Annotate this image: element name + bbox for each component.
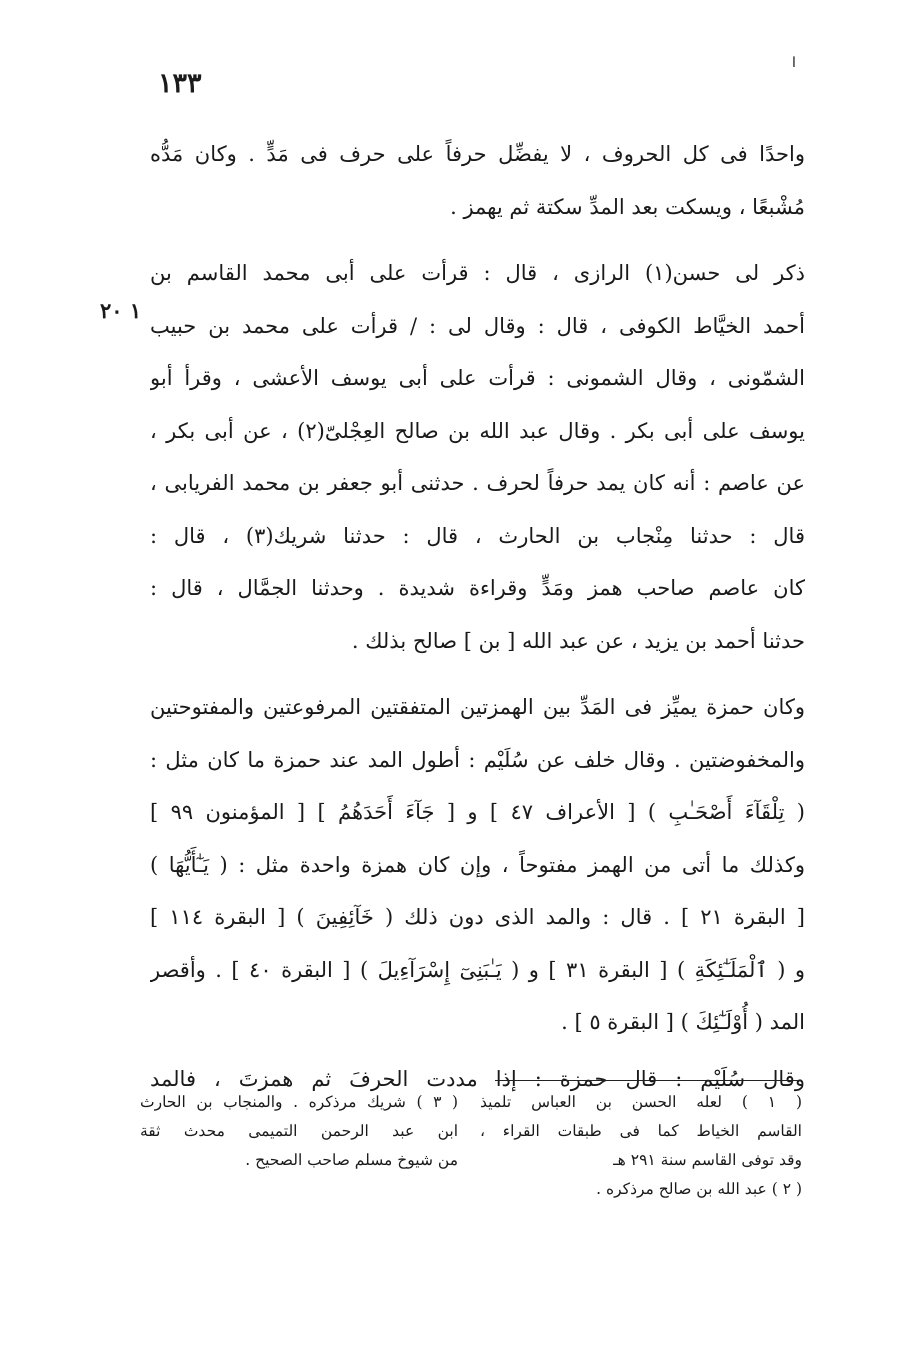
text-line: [ البقرة ٢١ ] . قال : والمد الذى دون ذلك ( خَآئِفِينَ ) [ البقرة ١١٤ ]	[150, 905, 805, 929]
text-line: وقال سُلَيْم : قال حمزة : إذا مددت الحرفَ ثم همزتَ ، فالمد	[150, 1066, 805, 1091]
text-line: الشمّونى ، وقال الشمونى : قرأت على أبى يوسف الأعشى ، وقرأ أبو	[150, 366, 805, 390]
text-line: عن عاصم : أنه كان يمد حرفاً لحرف . حدثنى أبو جعفر بن محمد الفريابى ،	[150, 471, 805, 495]
footnote-line: ابن عبد الرحمن التميمى محدث ثقة	[140, 1122, 458, 1140]
text-line: المد ( أُوْلَـٰٓئِكَ ) [ البقرة ٥ ] .	[561, 1010, 805, 1034]
paragraph-3	[150, 681, 805, 1049]
footnote-line: ( ١ ) لعله الحسن بن العباس تلميذ	[480, 1093, 802, 1111]
text-line: كان عاصم صاحب همز ومَدٍّ وقراءة شديدة . وحدثنا الجمَّال ، قال :	[150, 576, 805, 600]
page-number: ١٣٣	[158, 68, 202, 99]
text-line: وكذلك ما أتى من الهمز مفتوحاً ، وإن كان همزة واحدة مثل : ( يَـٰٓأَيُّهَا )	[150, 852, 805, 877]
footnotes-right-column	[480, 1088, 802, 1204]
footnote-line: ( ٢ ) عبد الله بن صالح مرذكره .	[596, 1180, 802, 1198]
paragraph-2	[150, 247, 805, 667]
text-line: والمخفوضتين . وقال خلف عن سُلَيْم : أطول المد عند حمزة ما كان مثل :	[150, 747, 805, 772]
main-text	[150, 128, 805, 1105]
corner-mark: ا	[792, 55, 796, 71]
text-line: ذكر لى حسن(١) الرازى ، قال : قرأت على أبى محمد القاسم بن	[150, 261, 805, 285]
text-line: حدثنا أحمد بن يزيد ، عن عبد الله [ بن ] صالح بذلك .	[351, 628, 805, 653]
text-line: وكان حمزة يميِّز فى المَدِّ بين الهمزتين المتفقتين المرفوعتين والمفتوحتين	[150, 695, 805, 719]
text-line: و ( ٱلْمَلَـٰٓئِكَةِ ) [ البقرة ٣١ ] و ( يَـٰبَنِىٓ إِسْرَآءِيلَ ) [ البقرة ٤٠ ] . وأقصر	[150, 957, 805, 982]
footnote-line: وقد توفى القاسم سنة ٢٩١ هـ	[613, 1151, 802, 1169]
text-line: أحمد الخيَّاط الكوفى ، قال : وقال لى : / قرأت على محمد بن حبيب	[150, 313, 805, 338]
footnote-line: القاسم الخياط كما فى طبقات القراء ،	[480, 1122, 802, 1140]
footnote-rule	[495, 1080, 801, 1081]
text-line: يوسف على أبى بكر . وقال عبد الله بن صالح العِجْلىّ(٢) ، عن أبى بكر ،	[150, 418, 805, 443]
text-line: قال : حدثنا مِنْجاب بن الحارث ، قال : حدثنا شريك(٣) ، قال :	[150, 523, 805, 548]
margin-line-number: ١ ٢٠	[100, 298, 142, 323]
footnote-line: ( ٣ ) شريك مرذكره . والمنجاب بن الحارث	[140, 1093, 458, 1111]
text-line: واحدًا فى كل الحروف ، لا يفضِّل حرفاً على حرف فى مَدٍّ . وكان مَدُّه	[150, 142, 805, 166]
footnotes-left-column	[140, 1088, 458, 1175]
paragraph-1	[150, 128, 805, 233]
footnote-line: من شيوخ مسلم صاحب الصحيح .	[245, 1151, 458, 1169]
text-line: ( تِلْقَآءَ أَصْحَـٰبِ ) [ الأعراف ٤٧ ] و [ جَآءَ أَحَدَهُمُ ] [ المؤمنون ٩٩ ]	[150, 800, 805, 824]
text-line: مُشْبعًا ، ويسكت بعد المدِّ سكتة ثم يهمز .	[450, 194, 805, 219]
